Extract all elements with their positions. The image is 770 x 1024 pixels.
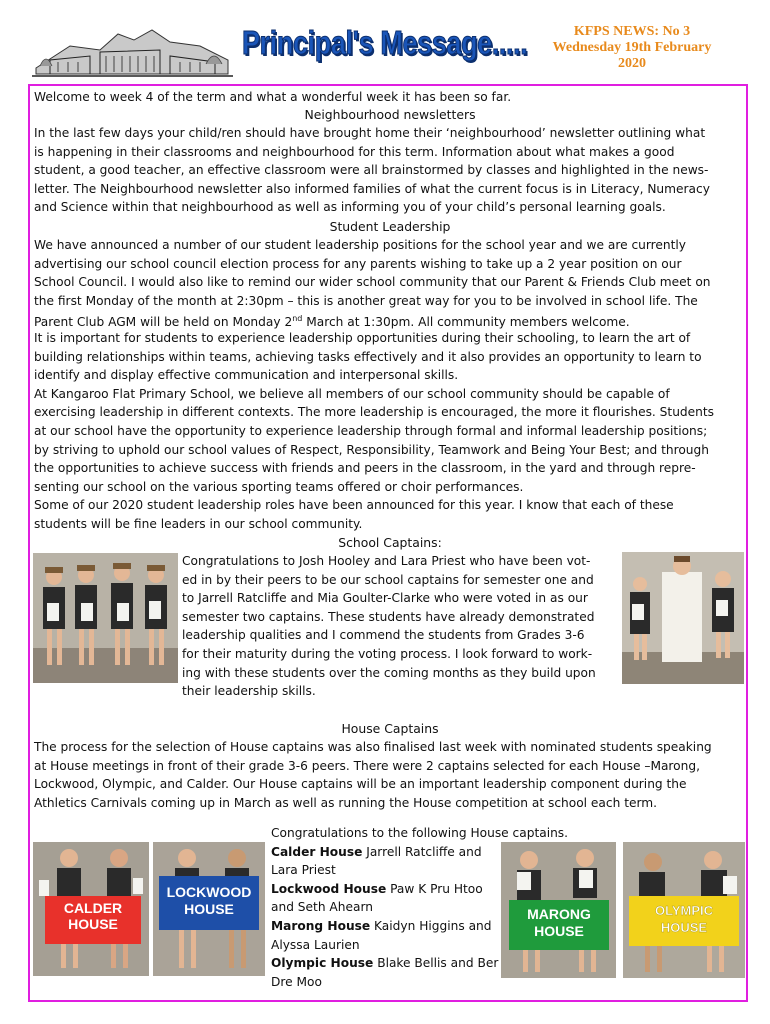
paragraph-line: at our school have the opportunity to experience leadership through formal and informal leadership positions;: [34, 423, 708, 438]
paragraph-line: to Jarrell Ratcliffe and Mia Goulter-Clarke who were voted in as our: [182, 591, 588, 606]
newsletter-header: [0, 0, 770, 80]
paragraph-line: It is important for students to experience leadership opportunities during their schooling, to learn the art of: [34, 330, 691, 345]
agm-text-end: March at 1:30pm. All community members welcome.: [302, 315, 630, 330]
lockwood-house-label: Lockwood House: [271, 881, 387, 896]
student-leadership-body: [34, 236, 714, 534]
lockwood-banner-text: LOCKWOOD HOUSE: [166, 884, 252, 917]
paragraph-line: Some of our 2020 student leadership roles have been announced for this year. I know that each of these: [34, 498, 674, 513]
paragraph-line: by striving to uphold our school values of Respect, Responsibility, Teamwork and Being Your Best; and through: [34, 442, 709, 457]
paragraph-line: at House meetings in front of their grade 3-6 peers. There were 2 captains selected for each House –Marong,: [34, 758, 700, 773]
welcome-text: Welcome to week 4 of the term and what a wonderful week it has been so far.: [34, 90, 512, 104]
paragraph-line: Lockwood, Olympic, and Calder. Our House captains will be an important leadership component during the: [34, 777, 687, 792]
paragraph-line: identify and display effective communication and interpersonal skills.: [34, 368, 459, 383]
school-building-sketch: [30, 16, 235, 78]
lockwood-students-cont: and Seth Ahearn: [271, 900, 373, 915]
paragraph-line: is happening in their classrooms and neighbourhood for this term. Information about what makes a good: [34, 144, 675, 159]
olympic-house-label: Olympic House: [271, 956, 374, 971]
paragraph-line: for their maturity during the voting process. I look forward to work-: [182, 646, 593, 661]
page-title: Principal's Message.....: [242, 24, 528, 61]
neighbourhood-body: [34, 124, 710, 217]
paragraph-line: exercising leadership in different contexts. The more leadership is encouraged, the more it flourishes. Students: [34, 405, 715, 420]
neighbourhood-heading: Neighbourhood newsletters: [304, 107, 476, 122]
school-captains-photo-right: [622, 552, 744, 684]
paragraph-line: the first Monday of the month at 2:30pm – this is another great way for you to be involved in school life. The: [34, 293, 698, 308]
school-captains-body: [182, 552, 596, 701]
paragraph-line: ing with these students over the coming months as they build upon: [182, 665, 596, 680]
school-captains-photo-left-image: [33, 553, 178, 683]
paragraph-line: ed in by their peers to be our school captains for semester one and: [182, 572, 594, 587]
calder-banner-text: CALDER HOUSE: [63, 900, 123, 932]
house-captains-heading: House Captains: [341, 721, 439, 736]
student-leadership-heading: Student Leadership: [329, 219, 451, 234]
agm-text: Parent Club AGM will be held on Monday 2: [34, 315, 293, 330]
paragraph-line: leadership qualities and I commend the students from Grades 3-6: [182, 628, 585, 643]
paragraph-line: Athletics Carnivals coming up in March as well as running the House competition at school each term.: [34, 795, 658, 810]
lockwood-house-photo: [153, 842, 265, 976]
paragraph-line: advertising our school council election process for any parents wishing to take up a 2 year position on our: [34, 256, 682, 271]
paragraph-line: the opportunities to achieve success with friends and peers in the classroom, in the yard and through repre-: [34, 461, 696, 476]
paragraph-line: letter. The Neighbourhood newsletter also informed families of what the current focus is in Literacy, Numeracy: [34, 181, 710, 196]
school-captains-heading: School Captains:: [338, 535, 442, 550]
newsletter-issue-info: [552, 24, 712, 72]
paragraph-line: their leadership skills.: [182, 684, 316, 699]
school-captains-photo-left: [33, 553, 178, 683]
olympic-students: Blake Bellis and Ber: [373, 956, 499, 971]
agm-superscript: nd: [292, 314, 303, 324]
agm-line: [34, 310, 714, 329]
paragraph-line: student, a good teacher, an effective classroom were all brainstormed by classes and highlighted in the news-: [34, 163, 709, 178]
paragraph-line: semester two captains. These students have already demonstrated: [182, 609, 595, 624]
paragraph-line: Congratulations to Josh Hooley and Lara Priest who have been vot-: [182, 554, 591, 568]
paragraph-line: building relationships within teams, achieving tasks effectively and it also provides an opportunity to learn to: [34, 349, 702, 364]
marong-students-cont: Alyssa Laurien: [271, 937, 360, 952]
paragraph-line: We have announced a number of our student leadership positions for the school year and we are currently: [34, 238, 687, 252]
calder-house-photo: [33, 842, 149, 976]
paragraph-line: and Science within that neighbourhood as well as informing you of your child’s personal learning goals.: [34, 200, 666, 215]
house-captains-body: [34, 738, 712, 812]
school-captains-photo-right-image: [622, 552, 744, 684]
olympic-banner-text: OLYMPIC HOUSE: [654, 903, 714, 935]
marong-house-label: Marong House: [271, 918, 371, 933]
house-congrats-line: Congratulations to the following House captains.: [271, 826, 569, 840]
marong-banner-text: MARONG HOUSE: [527, 906, 591, 939]
paragraph-line: students will be fine leaders in our school community.: [34, 516, 363, 531]
marong-house-photo: [501, 842, 616, 978]
calder-students: Jarrell Ratcliffe and: [362, 844, 482, 859]
paragraph-line: senting our school on the various sporting teams offered or choir performances.: [34, 479, 524, 494]
olympic-house-photo: [623, 842, 745, 978]
olympic-students-cont: Dre Moo: [271, 974, 322, 989]
lockwood-students: Paw K Pru Htoo: [386, 881, 483, 896]
calder-house-label: Calder House: [271, 844, 363, 859]
paragraph-line: In the last few days your child/ren should have brought home their ‘neighbourhood’ newsletter outlining what: [34, 126, 706, 140]
paragraph-line: At Kangaroo Flat Primary School, we believe all members of our school community should be capable of: [34, 386, 670, 401]
paragraph-line: The process for the selection of House captains was also finalised last week with nominated students speaking: [34, 740, 712, 754]
issue-number: KFPS NEWS: No 3: [573, 24, 691, 39]
issue-date: Wednesday 19th February: [552, 40, 712, 55]
calder-students-cont: Lara Priest: [271, 863, 336, 878]
marong-students: Kaidyn Higgins and: [370, 918, 492, 933]
issue-year: 2020: [618, 56, 646, 71]
paragraph-line: School Council. I would also like to remind our wider school community that our Parent & Friends Club meet on: [34, 275, 711, 290]
